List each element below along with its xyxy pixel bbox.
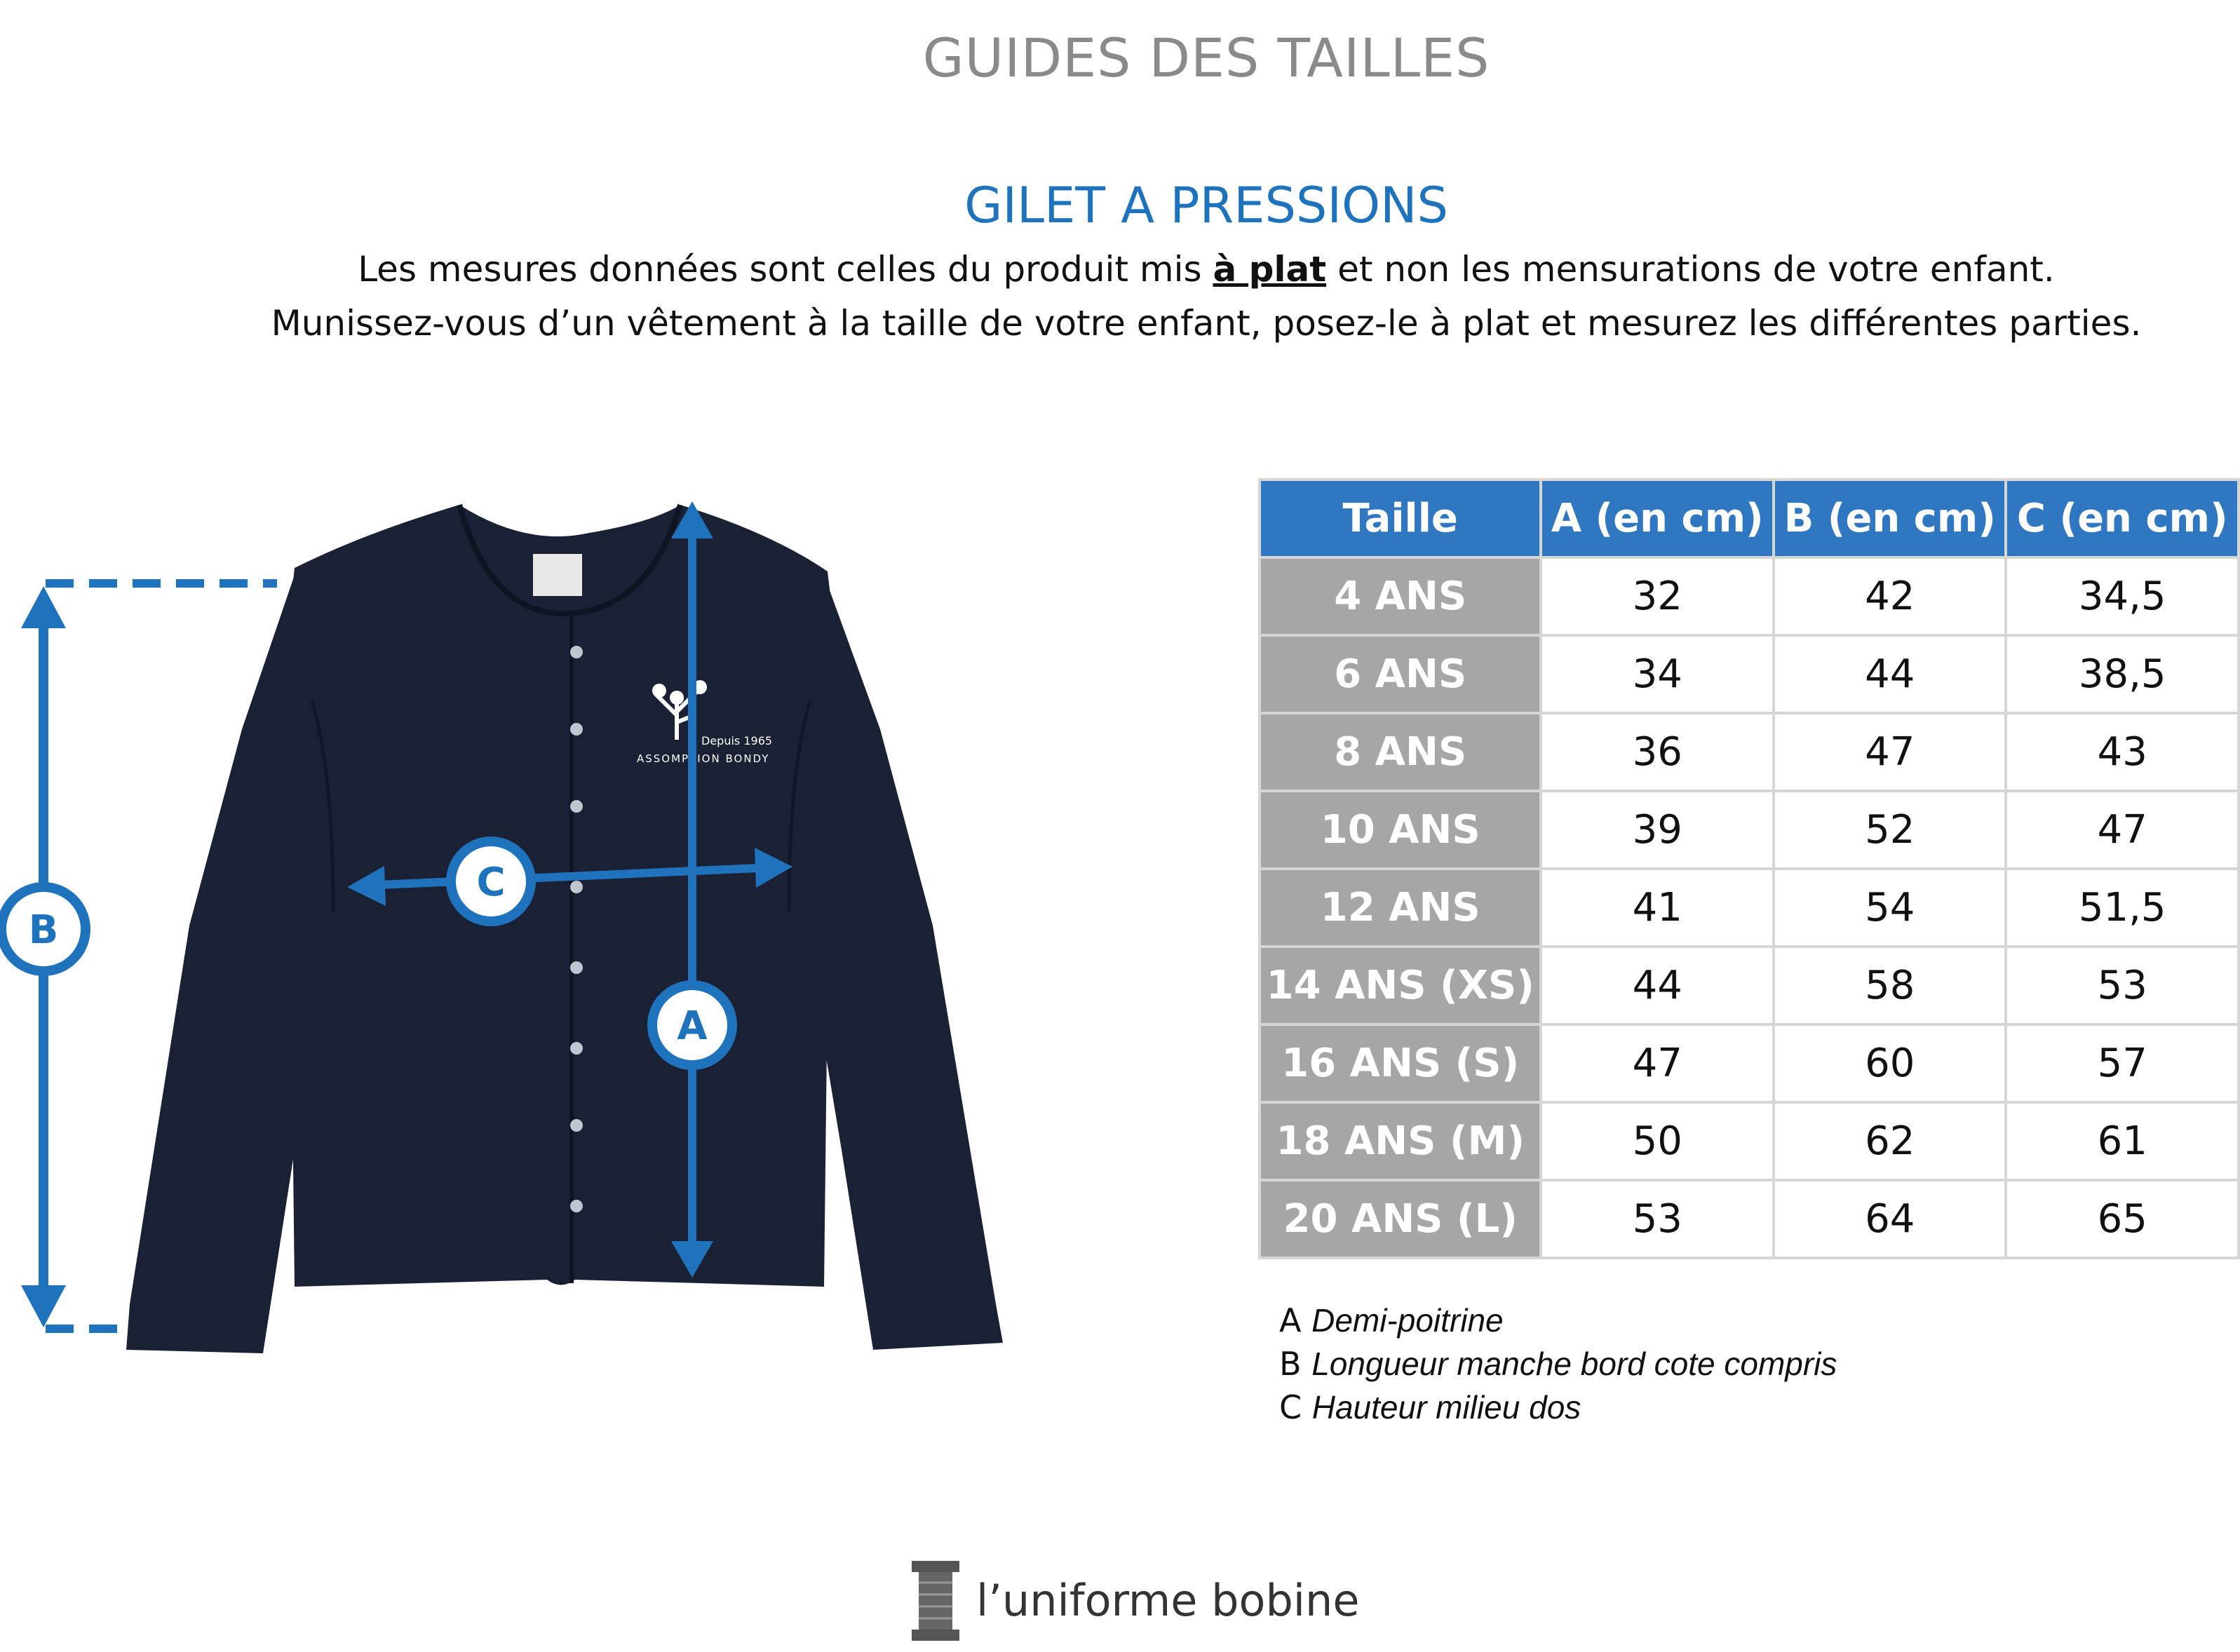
value-a: 53 [1541,1180,1774,1258]
value-a: 39 [1541,791,1774,869]
garment-label [533,554,582,596]
brand-logo [909,1558,1360,1642]
brand-name: l’uniforme bobine [976,1575,1360,1626]
value-c: 53 [2006,947,2239,1024]
table-row [1260,869,2239,947]
value-c: 38,5 [2006,635,2239,713]
table-row [1260,713,2239,791]
size-cell: 6 ANS [1260,635,1541,713]
legend-item-c: C Hauteur milieu dos [1279,1388,1581,1426]
value-b: 62 [1774,1102,2006,1180]
value-b: 52 [1774,791,2006,869]
size-cell: 12 ANS [1260,869,1541,947]
header-size: Taille [1260,480,1541,557]
value-b: 44 [1774,635,2006,713]
size-cell: 20 ANS (L) [1260,1180,1541,1258]
value-b: 42 [1774,557,2006,635]
value-b: 58 [1774,947,2006,1024]
header-a: A (en cm) [1541,480,1774,557]
table-row [1260,1024,2239,1102]
legend-item-a: A Demi-poitrine [1279,1301,1504,1339]
size-cell: 14 ANS (XS) [1260,947,1541,1024]
header-c: C (en cm) [2006,480,2239,557]
value-b: 47 [1774,713,2006,791]
cardigan-illustration [0,456,1052,1395]
value-c: 57 [2006,1024,2239,1102]
logo-text-school: ASSOMPTION BONDY [637,752,770,765]
size-cell: 16 ANS (S) [1260,1024,1541,1102]
value-c: 47 [2006,791,2239,869]
size-table [1258,478,2240,1259]
svg-text:A: A [677,1003,708,1049]
value-b: 64 [1774,1180,2006,1258]
instruction-1-end: et non les mensurations de votre enfant. [1326,249,2055,290]
legend-item-b: B Longueur manche bord cote compris [1279,1345,1837,1383]
value-a: 32 [1541,557,1774,635]
table-row [1260,791,2239,869]
size-cell: 18 ANS (M) [1260,1102,1541,1180]
table-header-row [1260,480,2239,557]
value-a: 44 [1541,947,1774,1024]
instruction-line-2: Munissez-vous d’un vêtement à la taille de votre enfant, posez-le à plat et mesurez les différentes parties. [271,303,2142,344]
value-a: 50 [1541,1102,1774,1180]
svg-text:C: C [476,860,506,905]
value-c: 51,5 [2006,869,2239,947]
logo-text-year: Depuis 1965 [701,734,773,747]
value-a: 47 [1541,1024,1774,1102]
size-cell: 8 ANS [1260,713,1541,791]
size-cell: 4 ANS [1260,557,1541,635]
measurement-legend [1279,1299,1837,1429]
value-c: 61 [2006,1102,2239,1180]
table-row [1260,1180,2239,1258]
value-c: 34,5 [2006,557,2239,635]
table-row [1260,947,2239,1024]
instruction-1-start: Les mesures données sont celles du produit mis [358,249,1213,290]
spool-icon [909,1558,965,1642]
value-a: 34 [1541,635,1774,713]
svg-text:B: B [28,907,59,953]
size-cell: 10 ANS [1260,791,1541,869]
instruction-1-emphasis: à plat [1213,249,1327,290]
table-row [1260,1102,2239,1180]
page-title: GUIDES DES TAILLES [922,27,1490,89]
value-a: 41 [1541,869,1774,947]
value-b: 60 [1774,1024,2006,1102]
cardigan-garment [126,505,1003,1353]
table-row [1260,635,2239,713]
value-c: 65 [2006,1180,2239,1258]
value-a: 36 [1541,713,1774,791]
instruction-line-1 [0,249,2240,290]
value-b: 54 [1774,869,2006,947]
table-row [1260,557,2239,635]
header-b: B (en cm) [1774,480,2006,557]
value-c: 43 [2006,713,2239,791]
product-title: GILET A PRESSIONS [964,177,1448,234]
